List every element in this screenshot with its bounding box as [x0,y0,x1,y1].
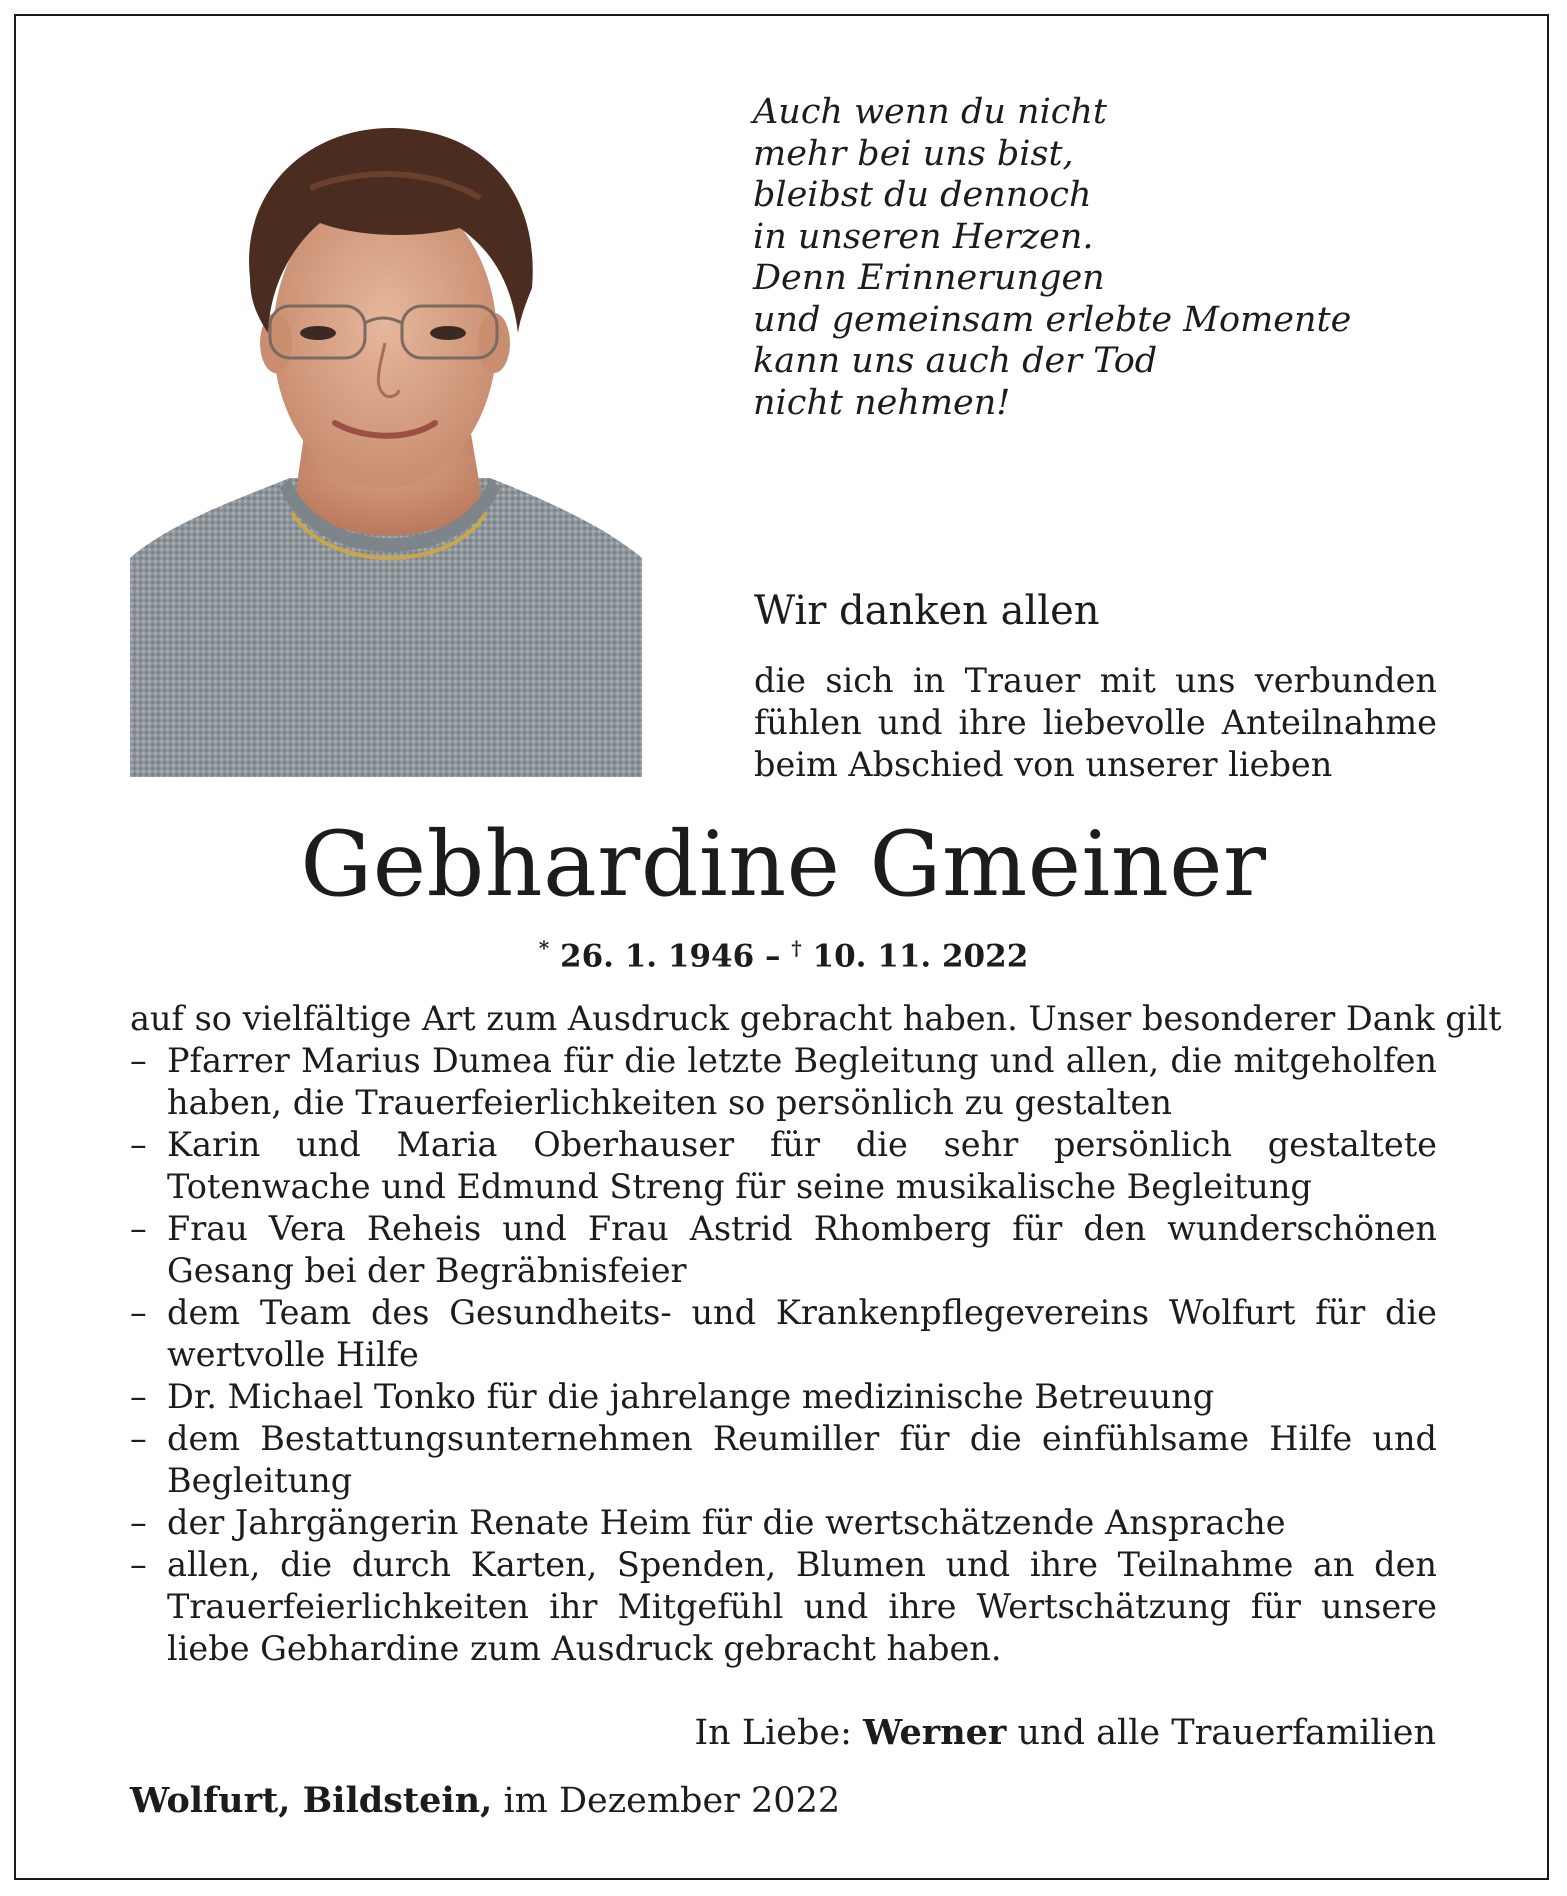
thanks-intro-line: beim Abschied von unserer lieben [754,745,1333,784]
list-item-text: Pfarrer Marius Dumea für die letzte Begleitung und allen, die mitgeholfen haben, die Trauerfeierlichkeiten so persönlich zu gestalten [167,1041,1437,1122]
thanks-body [130,998,1502,1670]
portrait-photo [130,128,642,777]
notice-date: im Dezember 2022 [503,1781,841,1821]
thanks-intro-line: die sich in Trauer mit uns verbunden [754,661,1437,700]
list-item [130,1418,1437,1502]
poem-line: Denn Erinnerungen [753,258,1105,298]
dash-bullet: – [130,1041,147,1080]
poem-line: Auch wenn du nicht [753,92,1107,132]
death-symbol: † [791,936,802,960]
list-item [130,1124,1437,1208]
dash-bullet: – [130,1377,147,1416]
dash-bullet: – [130,1293,147,1332]
list-item [130,1292,1437,1376]
birth-symbol: * [538,936,550,960]
list-item [130,1502,1437,1544]
signature-suffix: und alle Trauerfamilien [1017,1713,1436,1753]
deceased-name: Gebhardine Gmeiner [300,812,1267,917]
thanks-lead: auf so vielfältige Art zum Ausdruck gebracht haben. Unser besonderer Dank gilt [130,999,1502,1038]
life-dates [0,928,1567,976]
poem-line: bleibst du dennoch [753,175,1092,215]
poem-line: in unseren Herzen. [753,216,1094,257]
dash-bullet: – [130,1545,147,1584]
list-item-text: dem Bestattungsunternehmen Reumiller für die einfühlsame Hilfe und Begleitung [167,1419,1437,1500]
thanks-intro [754,660,1437,786]
poem-line: nicht nehmen! [753,382,1011,423]
thanks-list [130,1040,1437,1670]
list-item-text: der Jahrgängerin Renate Heim für die wertschätzende Ansprache [167,1503,1286,1542]
dash-bullet: – [130,1503,147,1542]
list-item [130,1040,1437,1124]
list-item-text: Karin und Maria Oberhauser für die sehr persönlich gestaltete Totenwache und Edmund Streng für seine musikalische Begleitung [167,1125,1437,1206]
poem-line: kann uns auch der Tod [753,341,1158,381]
thanks-intro-line: fühlen und ihre liebevolle Anteilnahme [754,703,1437,742]
memorial-poem [753,92,1373,424]
list-item-text: Frau Vera Reheis und Frau Astrid Rhomberg für den wunderschönen Gesang bei der Begräbnisfeier [167,1209,1437,1290]
date-separator: – [754,938,792,975]
poem-line: und gemeinsam erlebte Momente [753,299,1352,340]
signature-prefix: In Liebe: [694,1713,852,1753]
poem-line: mehr bei uns bist, [753,133,1074,174]
list-item-text: Dr. Michael Tonko für die jahrelange medizinische Betreuung [167,1377,1215,1416]
dash-bullet: – [130,1209,147,1248]
list-item-text: allen, die durch Karten, Spenden, Blumen und ihre Teilnahme an den Trauerfeierlichkeiten ihr Mitgefühl und ihre Wertschätzung für unsere liebe Gebhardine zum Ausdruck gebracht haben. [167,1545,1437,1668]
signature-name: Werner [863,1712,1007,1753]
death-date: 10. 11. 2022 [812,938,1029,975]
list-item [130,1208,1437,1292]
signature [694,1712,1436,1754]
list-item-text: dem Team des Gesundheits- und Krankenpflegevereins Wolfurt für die wertvolle Hilfe [167,1293,1437,1374]
place-date [130,1780,840,1822]
list-item [130,1376,1437,1418]
birth-date: 26. 1. 1946 [560,938,755,975]
list-item [130,1544,1437,1670]
place-names: Wolfurt, Bildstein, [130,1780,493,1821]
dash-bullet: – [130,1125,147,1164]
thanks-heading: Wir danken allen [754,588,1100,634]
dash-bullet: – [130,1419,147,1458]
